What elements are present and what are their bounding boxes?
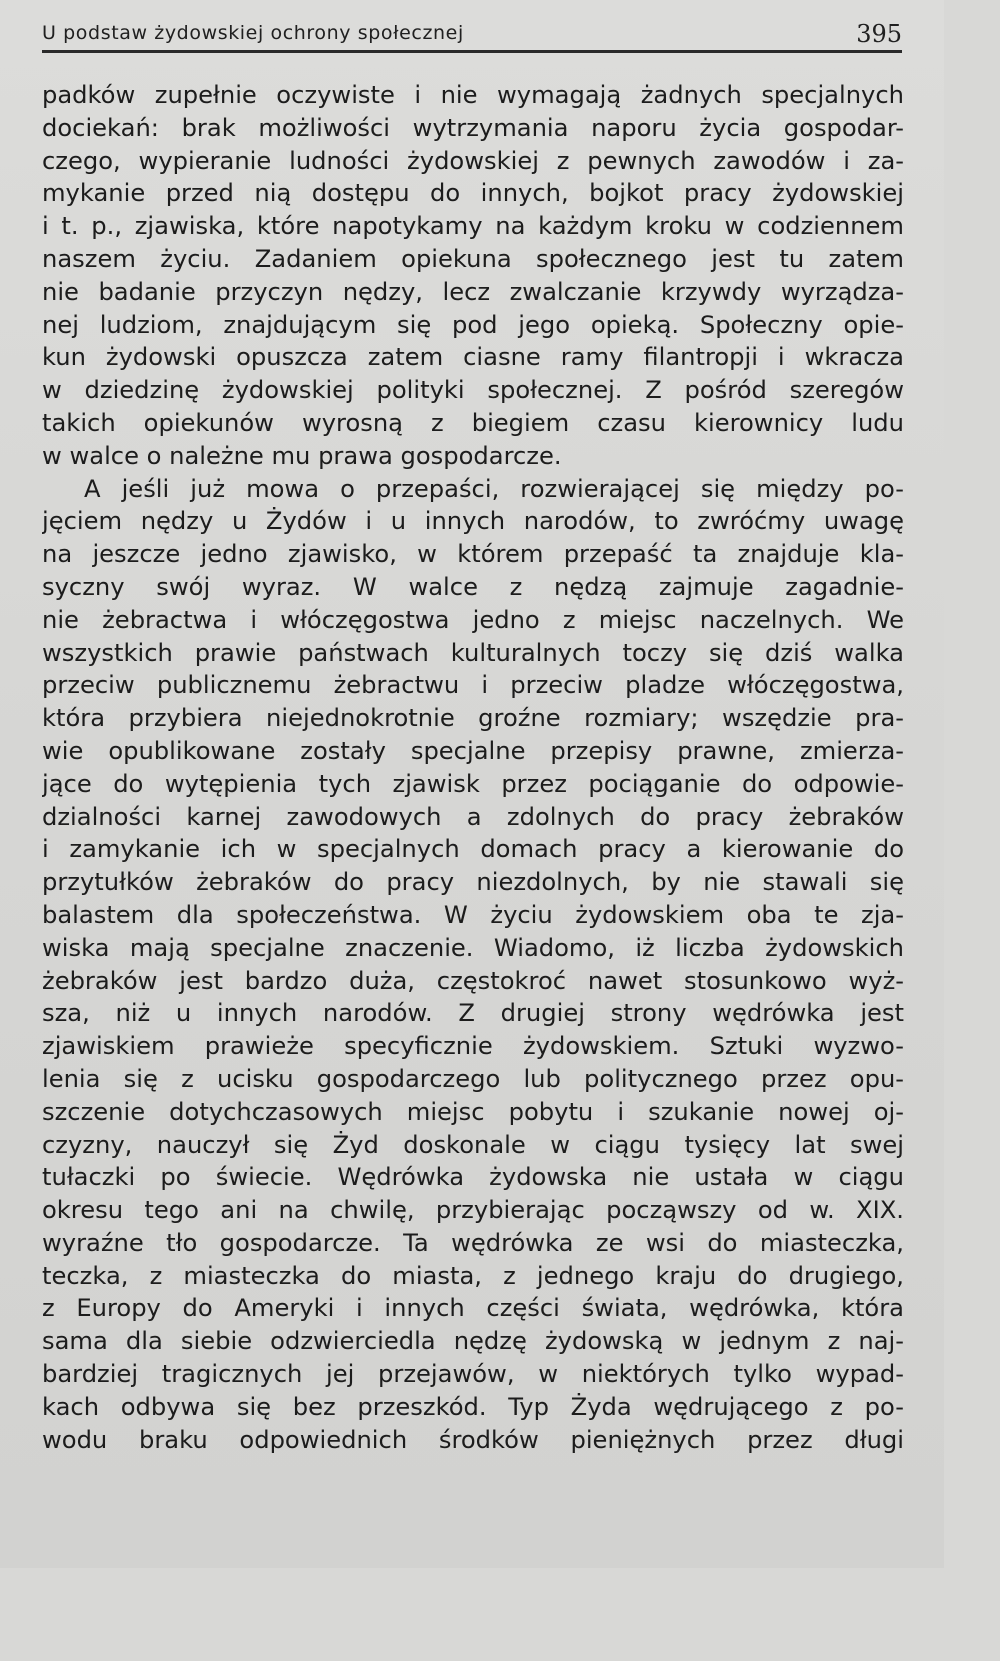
text-line: kun żydowski opuszcza zatem ciasne ramy filantropji i wkracza xyxy=(42,343,904,372)
text-line: bardziej tragicznych jej przejawów, w niektórych tylko wypad- xyxy=(42,1360,904,1389)
text-line: tułaczki po świecie. Wędrówka żydowska nie ustała w ciągu xyxy=(42,1163,904,1192)
text-line: nie żebractwa i włóczęgostwa jedno z miejsc naczelnych. We xyxy=(42,605,904,634)
text-line: wyraźne tło gospodarcze. Ta wędrówka ze wsi do miasteczka, xyxy=(42,1228,904,1257)
text-line: wszystkich prawie państwach kulturalnych toczy się dziś walka xyxy=(42,638,904,667)
body-text xyxy=(42,79,904,1456)
text-line: dzialności karnej zawodowych a zdolnych do pracy żebraków xyxy=(42,802,904,831)
text-line: nie badanie przyczyn nędzy, lecz zwalczanie krzywdy wyrządza- xyxy=(42,277,904,306)
text-line: lenia się z ucisku gospodarczego lub politycznego przez opu- xyxy=(42,1064,904,1093)
text-line: takich opiekunów wyrosną z biegiem czasu kierownicy ludu xyxy=(42,408,904,437)
text-line: nej ludziom, znajdującym się pod jego opieką. Społeczny opie- xyxy=(42,310,904,339)
text-line: jące do wytępienia tych zjawisk przez pociąganie do odpowie- xyxy=(42,769,904,798)
text-line: jęciem nędzy u Żydów i u innych narodów, to zwróćmy uwagę xyxy=(42,507,904,536)
text-line: żebraków jest bardzo duża, częstokroć nawet stosunkowo wyż- xyxy=(42,966,904,995)
text-line: i t. p., zjawiska, które napotykamy na każdym kroku w codziennem xyxy=(42,212,904,241)
text-line: w walce o należne mu prawa gospodarcze. xyxy=(42,441,562,470)
text-line: wie opublikowane zostały specjalne przepisy prawne, zmierza- xyxy=(42,736,904,765)
header-rule xyxy=(42,50,902,53)
text-line: sama dla siebie odzwierciedla nędzę żydowską w jednym z naj- xyxy=(42,1327,904,1356)
text-line: przytułków żebraków do pracy niezdolnych, by nie stawali się xyxy=(42,868,904,897)
page-number: 395 xyxy=(856,20,902,48)
text-line: która przybiera niejednokrotnie groźne rozmiary; wszędzie pra- xyxy=(42,704,904,733)
text-line: szczenie dotychczasowych miejsc pobytu i szukanie nowej oj- xyxy=(42,1097,904,1126)
text-line: teczka, z miasteczka do miasta, z jednego kraju do drugiego, xyxy=(42,1261,904,1290)
text-line: syczny swój wyraz. W walce z nędzą zajmuje zagadnie- xyxy=(42,572,904,601)
running-head xyxy=(42,20,904,52)
text-line: mykanie przed nią dostępu do innych, bojkot pracy żydowskiej xyxy=(42,179,904,208)
text-line: dociekań: brak możliwości wytrzymania naporu życia gospodar- xyxy=(42,113,904,142)
text-line: balastem dla społeczeństwa. W życiu żydowskiem oba te zja- xyxy=(42,900,904,929)
text-line: na jeszcze jedno zjawisko, w którem przepaść ta znajduje kla- xyxy=(42,540,904,569)
text-line: wodu braku odpowiednich środków pieniężnych przez długi xyxy=(42,1425,904,1454)
text-line: padków zupełnie oczywiste i nie wymagają żadnych specjalnych xyxy=(42,81,904,109)
text-line: czyzny, nauczył się Żyd doskonale w ciągu tysięcy lat swej xyxy=(42,1130,904,1159)
text-line: z Europy do Ameryki i innych części świata, wędrówka, która xyxy=(42,1294,904,1323)
text-line: czego, wypieranie ludności żydowskiej z pewnych zawodów i za- xyxy=(42,146,904,175)
text-line: kach odbywa się bez przeszkód. Typ Żyda wędrującego z po- xyxy=(42,1392,904,1421)
running-title: U podstaw żydowskiej ochrony społecznej xyxy=(42,22,464,44)
paragraph-first-line: A jeśli już mowa o przepaści, rozwierającej się między po- xyxy=(84,474,904,503)
text-line: i zamykanie ich w specjalnych domach pracy a kierowanie do xyxy=(42,835,904,864)
text-line: sza, niż u innych narodów. Z drugiej strony wędrówka jest xyxy=(42,999,904,1028)
text-line: okresu tego ani na chwilę, przybierając począwszy od w. XIX. xyxy=(42,1196,904,1225)
text-line: zjawiskiem prawieże specyficznie żydowskiem. Sztuki wyzwo- xyxy=(42,1032,904,1061)
text-line: naszem życiu. Zadaniem opiekuna społecznego jest tu zatem xyxy=(42,244,904,273)
text-line: w dziedzinę żydowskiej polityki społecznej. Z pośród szeregów xyxy=(42,376,904,405)
text-line: wiska mają specjalne znaczenie. Wiadomo, iż liczba żydowskich xyxy=(42,933,904,962)
text-line: przeciw publicznemu żebractwu i przeciw pladze włóczęgostwa, xyxy=(42,671,904,700)
